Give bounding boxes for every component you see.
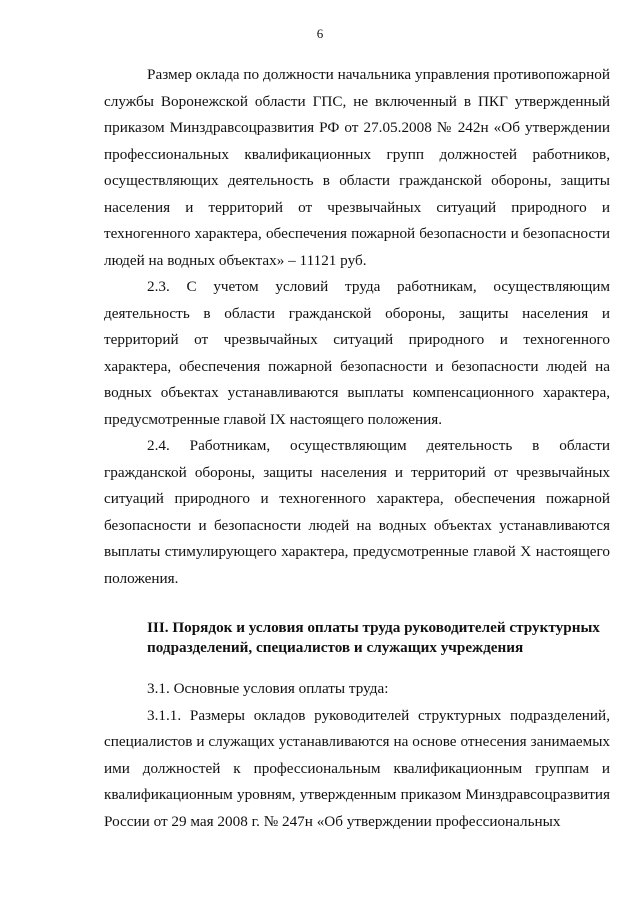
spacer xyxy=(104,592,610,618)
section-heading-line-2: подразделений, специалистов и служащих учреждения xyxy=(147,639,524,656)
paragraph-2-4: 2.4. Работникам, осуществляющим деятельность в области гражданской обороны, защиты населения и территорий от чрезвычайных ситуаций природного и техногенного характера, обеспечения пожарной безопасности и безопасности людей на водных объектах устанавливаются выплаты стимулирующего характера, предусмотренные главой X настоящего положения. xyxy=(104,437,610,587)
paragraph-3-1-1: 3.1.1. Размеры окладов руководителей структурных подразделений, специалистов и служащих устанавливаются на основе отнесения занимаемых ими должностей к профессиональным квалификационным группам и квалификационным уровням, утвержденным приказом Минздравсоцразвития России от 29 мая 2008 г. № 247н «Об утверждении профессиональных xyxy=(104,706,610,830)
page-number: 6 xyxy=(316,26,324,41)
paragraph-3-1: 3.1. Основные условия оплаты труда: xyxy=(147,680,389,697)
paragraph-salary-head: Размер оклада по должности начальника управления противопожарной службы Воронежской области ГПС, не включенный в ПКГ утвержденный приказом Минздравсоцразвития РФ от 27.05.2008 № 242н «Об утверждении профессиональных квалификационных групп должностей работников, осуществляющих деятельность в области гражданской обороны, защиты населения и территорий от чрезвычайных ситуаций природного и техногенного характера, обеспечения пожарной безопасности и безопасности людей на водных объектах» – 11121 руб. xyxy=(104,66,610,269)
document-body xyxy=(104,62,610,835)
section-heading-line-1: III. Порядок и условия оплаты труда руководителей структурных xyxy=(147,619,600,636)
paragraph-2-3: 2.3. С учетом условий труда работникам, осуществляющим деятельность в области гражданской обороны, защиты населения и территорий от чрезвычайных ситуаций природного и техногенного характера, обеспечения пожарной безопасности и безопасности людей на водных объектах устанавливаются выплаты компенсационного характера, предусмотренные главой IX настоящего положения. xyxy=(104,278,610,428)
spacer xyxy=(104,658,610,676)
